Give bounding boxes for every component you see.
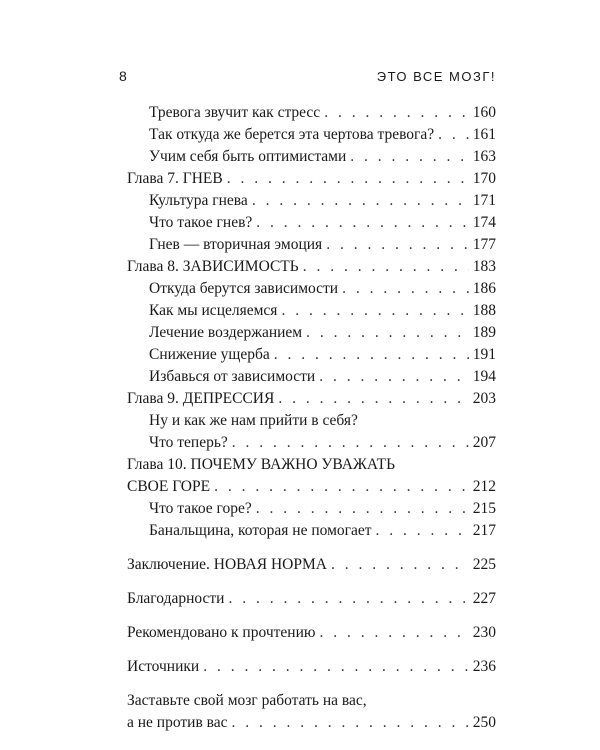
toc-entry — [127, 656, 496, 678]
toc-entry — [127, 256, 496, 278]
toc-entry — [127, 146, 496, 168]
toc-entry-page: 217 — [472, 522, 496, 539]
toc-entry — [127, 588, 496, 610]
toc-entry-title: Что такое горе? — [149, 500, 252, 517]
toc-entry-title-line1: Ну и как же нам прийти в себя? — [149, 412, 358, 429]
dot-leader — [438, 124, 469, 146]
toc-entry-page: 236 — [472, 658, 496, 675]
toc-entry-row — [127, 168, 496, 190]
toc-entry-row — [127, 712, 496, 734]
toc-entry-row — [127, 234, 496, 256]
toc-entry-title: Откуда берутся зависимости — [149, 280, 339, 297]
toc-entry-title: Учим себя быть оптимистами — [149, 148, 347, 165]
toc-entry-row — [127, 388, 496, 410]
toc-entry-title: Культура гнева — [149, 192, 248, 209]
toc-entry-row — [127, 124, 496, 146]
dot-leader — [203, 656, 469, 678]
toc-entry-page: 203 — [472, 390, 496, 407]
dot-leader — [256, 498, 469, 520]
toc-entry-page: 170 — [472, 170, 496, 187]
toc-entry-row — [127, 102, 496, 124]
toc-entry — [127, 690, 496, 734]
toc-entry — [127, 234, 496, 256]
toc-entry-page: 194 — [472, 368, 496, 385]
toc-entry-page: 160 — [472, 104, 496, 121]
toc-entry-page: 191 — [472, 346, 496, 363]
running-header — [119, 68, 496, 84]
toc-entry-row — [127, 146, 496, 168]
toc-entry-row — [127, 344, 496, 366]
toc-entry-title: Рекомендовано к прочтению — [127, 624, 316, 641]
toc-entry-title: Что теперь? — [149, 434, 228, 451]
toc-entry-title: СВОЕ ГОРЕ — [127, 478, 211, 495]
dot-leader — [376, 520, 469, 542]
toc-entry-row — [127, 520, 496, 542]
toc-entry-page: 183 — [472, 258, 496, 275]
toc-entry-page: 207 — [472, 434, 496, 451]
toc-entry — [127, 520, 496, 542]
toc-entry-title: Банальщина, которая не помогает — [149, 522, 372, 539]
dot-leader — [342, 278, 469, 300]
dot-leader — [324, 102, 469, 124]
page-number: 8 — [119, 68, 127, 84]
dot-leader — [232, 712, 469, 734]
toc-entry-row — [127, 300, 496, 322]
toc-entry-title: Глава 9. ДЕПРЕССИЯ — [127, 390, 275, 407]
dot-leader — [281, 300, 468, 322]
toc-entry-row — [127, 212, 496, 234]
dot-leader — [306, 322, 469, 344]
toc-entry-page: 225 — [472, 556, 496, 573]
toc-entry-row — [127, 554, 496, 576]
toc-entry-page: 250 — [472, 714, 496, 731]
toc-entry — [127, 168, 496, 190]
dot-leader — [303, 256, 469, 278]
toc-entry-row — [127, 278, 496, 300]
toc-entry — [127, 322, 496, 344]
dot-leader — [227, 168, 469, 190]
dot-leader — [331, 554, 469, 576]
toc-entry-page: 163 — [472, 148, 496, 165]
toc-entry-row — [127, 588, 496, 610]
toc-entry-title: Благодарности — [127, 590, 225, 607]
toc-entry-page: 177 — [472, 236, 496, 253]
toc-entry-title: Глава 7. ГНЕВ — [127, 170, 223, 187]
toc-entry — [127, 300, 496, 322]
toc-entry-title: Как мы исцеляемся — [149, 302, 278, 319]
toc-entry-title: а не против вас — [127, 714, 228, 731]
toc-entry — [127, 124, 496, 146]
toc-entry-page: 174 — [472, 214, 496, 231]
toc-entry — [127, 498, 496, 520]
toc-entry-page: 189 — [472, 324, 496, 341]
toc-entry-title: Заключение. НОВАЯ НОРМА — [127, 556, 327, 573]
toc-entry-title: Гнев — вторичная эмоция — [149, 236, 323, 253]
toc-entry-title: Что такое гнев? — [149, 214, 253, 231]
running-title: ЭТО ВСЕ МОЗГ! — [376, 69, 496, 84]
toc-entry-title: Так откуда же берется эта чертова тревога? — [149, 126, 435, 143]
toc-entry-page: 230 — [472, 624, 496, 641]
dot-leader — [228, 588, 468, 610]
toc-entry — [127, 278, 496, 300]
dot-leader — [326, 234, 469, 256]
toc-entry-row — [127, 476, 496, 498]
dot-leader — [256, 212, 468, 234]
dot-leader — [214, 476, 469, 498]
toc-entry-row — [127, 322, 496, 344]
toc-entry-title: Лечение воздержанием — [149, 324, 303, 341]
toc-entry-title: Источники — [127, 658, 200, 675]
toc-entry-row — [127, 656, 496, 678]
toc-entry — [127, 190, 496, 212]
toc-entry-page: 186 — [472, 280, 496, 297]
toc-entry — [127, 366, 496, 388]
dot-leader — [319, 622, 468, 644]
toc-entry-row — [127, 366, 496, 388]
toc-entry-title: Тревога звучит как стресс — [149, 104, 321, 121]
toc-entry — [127, 344, 496, 366]
dot-leader — [232, 432, 469, 454]
dot-leader — [350, 146, 468, 168]
dot-leader — [252, 190, 469, 212]
toc-entry-title-line1: Заставьте свой мозг работать на вас, — [127, 692, 367, 709]
toc-entry-page: 227 — [472, 590, 496, 607]
toc-entry-row — [127, 190, 496, 212]
toc-entry-page: 188 — [472, 302, 496, 319]
toc-entry — [127, 454, 496, 498]
toc-entry-row — [127, 256, 496, 278]
toc-entry-page: 171 — [472, 192, 496, 209]
toc-entry-page: 215 — [472, 500, 496, 517]
toc-entry-page: 212 — [472, 478, 496, 495]
toc-entry-title: Избавься от зависимости — [149, 368, 316, 385]
toc-entry-title: Глава 8. ЗАВИСИМОСТЬ — [127, 258, 299, 275]
dot-leader — [274, 344, 469, 366]
dot-leader — [319, 366, 469, 388]
toc-entry-row — [127, 432, 496, 454]
toc-entry — [127, 102, 496, 124]
toc-entry-row — [127, 622, 496, 644]
dot-leader — [278, 388, 468, 410]
toc-entry-title: Снижение ущерба — [149, 346, 270, 363]
toc-entry-page: 161 — [472, 126, 496, 143]
toc-entry — [127, 410, 496, 454]
toc-entry — [127, 554, 496, 576]
toc-entry-row — [127, 498, 496, 520]
toc-entry — [127, 212, 496, 234]
toc-entry — [127, 388, 496, 410]
table-of-contents — [127, 102, 496, 734]
toc-entry — [127, 622, 496, 644]
toc-entry-title-line1: Глава 10. ПОЧЕМУ ВАЖНО УВАЖАТЬ — [127, 456, 396, 473]
